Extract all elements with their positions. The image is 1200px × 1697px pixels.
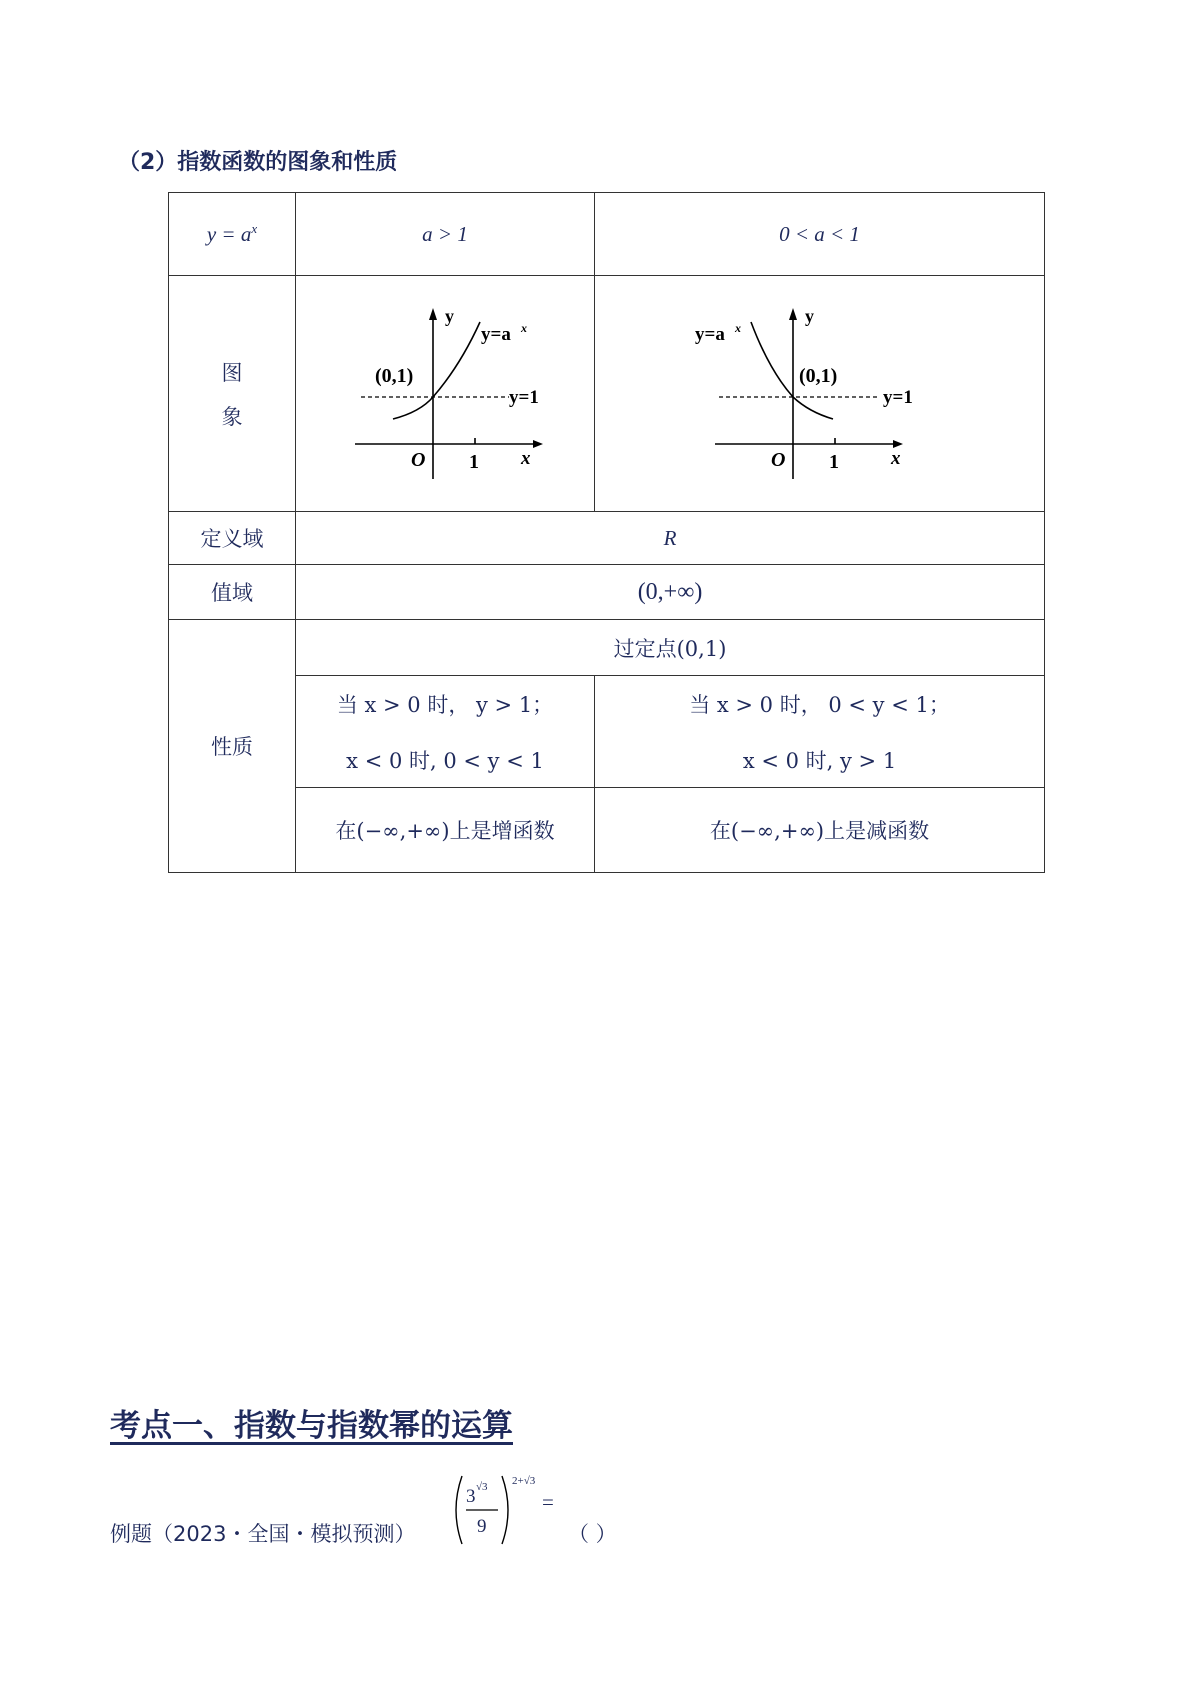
case1-monotonic-cell	[296, 788, 595, 873]
case2-monotonic-cell	[595, 788, 1045, 873]
equals-sign: =	[542, 1490, 554, 1514]
graph-cell-decreasing	[595, 276, 1045, 512]
example-label: 例题（2023・全国・模拟预测）	[110, 1522, 416, 1546]
x-axis-label: x	[890, 447, 901, 469]
case2-line2: x < 0 时, y > 1	[742, 748, 897, 773]
case1-monotonic: 在(−∞,+∞)上是增函数	[335, 819, 555, 843]
denominator: 9	[477, 1516, 487, 1537]
function-exponent: x	[251, 221, 258, 236]
range-value: (0,+∞)	[637, 578, 703, 605]
asymptote-label: y=1	[882, 386, 913, 408]
curve-label: y=a	[481, 323, 511, 345]
left-paren	[456, 1476, 462, 1544]
sub-heading: （2）指数函数的图象和性质	[118, 150, 398, 175]
case1-line2: x < 0 时, 0 < y < 1	[346, 748, 544, 773]
graph-cell-increasing	[296, 276, 595, 512]
example-expression	[450, 1470, 542, 1550]
case1-header: a > 1	[422, 221, 468, 246]
case2-line1: 当 x > 0 时， 0 < y < 1；	[689, 692, 950, 717]
y-axis-arrow	[429, 308, 437, 320]
domain-value: R	[663, 525, 677, 550]
tick-label: 1	[828, 450, 839, 473]
origin-label: O	[411, 448, 426, 471]
range-value-cell	[296, 565, 1045, 620]
graph-row-label	[169, 276, 296, 512]
case1-header-cell	[296, 193, 595, 276]
point-label: (0,1)	[798, 364, 837, 387]
case2-value-cell	[595, 676, 1045, 788]
range-label: 值域	[169, 565, 296, 620]
asymptote-label: y=1	[509, 386, 539, 408]
outer-exponent: 2+√3	[512, 1475, 536, 1487]
answer-blank: （ ）	[568, 1522, 617, 1546]
curve-label: y=a	[694, 323, 725, 345]
domain-label: 定义域	[169, 512, 296, 565]
point-label: (0,1)	[375, 364, 414, 387]
x-axis-arrow	[893, 440, 903, 448]
x-axis-label: x	[521, 447, 531, 469]
function-header-cell	[169, 193, 296, 276]
y-axis-label: y	[445, 305, 454, 326]
case2-header: 0 < a < 1	[779, 221, 860, 246]
example-question	[110, 1470, 810, 1550]
origin-label: O	[770, 448, 785, 471]
fixed-point-cell	[296, 620, 1045, 676]
case2-monotonic: 在(−∞,+∞)上是减函数	[709, 819, 930, 843]
function-label: y = a	[206, 222, 252, 246]
right-paren	[502, 1476, 508, 1544]
curve-label-exponent: x	[521, 320, 527, 335]
decreasing-exponential-graph	[694, 294, 935, 494]
case1-line1: 当 x > 0 时， y > 1；	[336, 692, 554, 717]
case1-value-cell	[296, 676, 595, 788]
fixed-point-text: 过定点(0,1)	[613, 636, 727, 661]
case2-header-cell	[595, 193, 1045, 276]
domain-value-cell	[296, 512, 1045, 565]
increasing-exponential-graph	[345, 294, 545, 494]
curve-label-exponent: x	[734, 320, 741, 335]
numerator-base: 3	[466, 1486, 476, 1507]
y-axis-arrow	[789, 308, 797, 320]
tick-label: 1	[469, 450, 479, 473]
exponential-properties-table	[168, 192, 1045, 873]
numerator-exponent: √3	[476, 1481, 488, 1493]
graph-label-char-1: 图	[221, 360, 243, 385]
properties-label: 性质	[169, 620, 296, 873]
graph-label-char-2: 象	[221, 404, 243, 429]
section-title: 考点一、指数与指数幂的运算	[110, 1408, 513, 1444]
x-axis-arrow	[533, 440, 543, 448]
y-axis-label: y	[804, 305, 814, 326]
